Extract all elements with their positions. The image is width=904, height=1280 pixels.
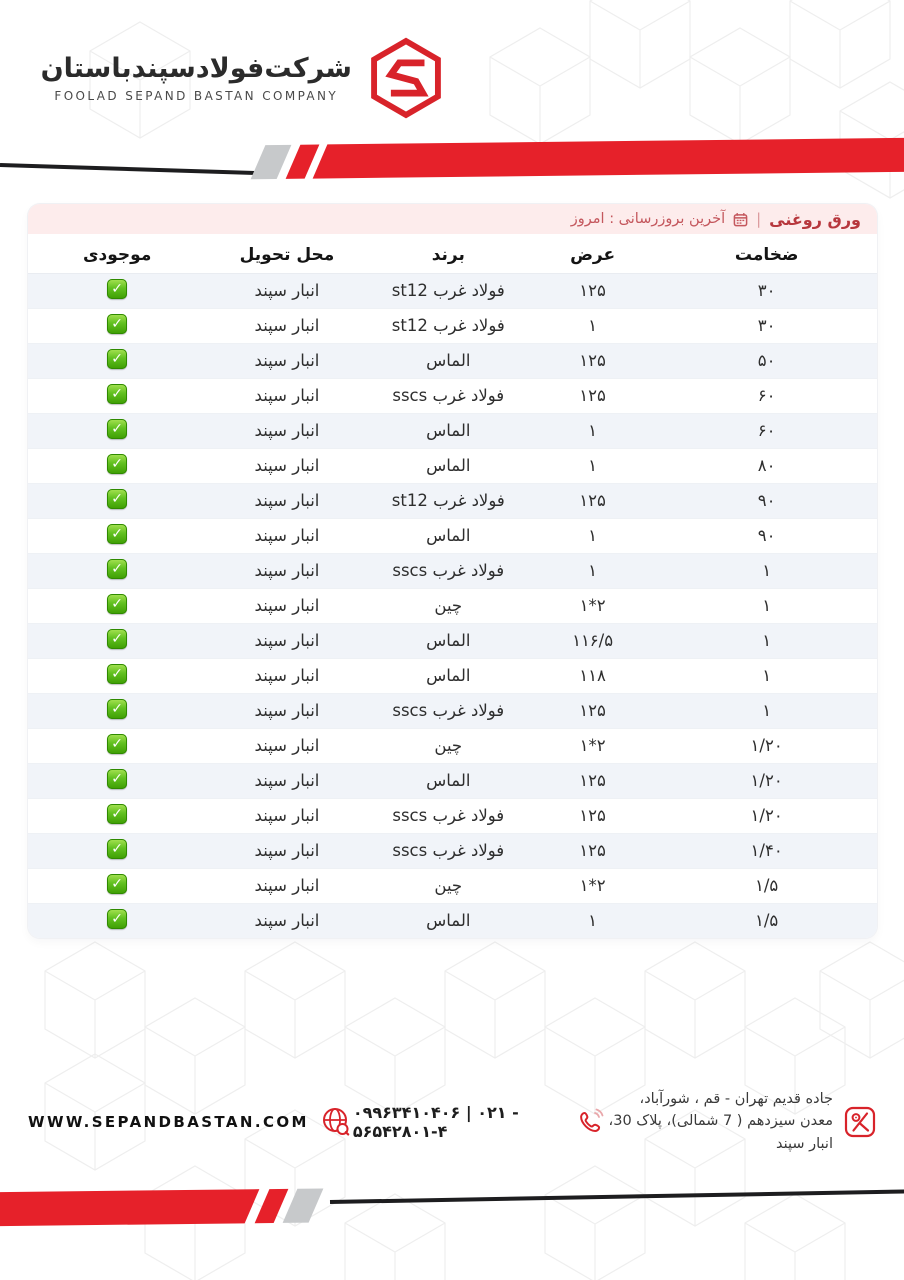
cell-thickness: ۱ [762, 701, 772, 720]
cell-stock [28, 413, 206, 448]
last-update-label: آخرین بروزرسانی : امروز [570, 211, 726, 227]
table-row [28, 378, 877, 413]
cell-thickness: ۱ [762, 666, 772, 685]
cell-stock [28, 343, 206, 378]
cell-stock [28, 763, 206, 798]
cell-delivery: انبار سپند [254, 701, 320, 720]
in-stock-check-icon [107, 839, 127, 859]
globe-search-icon [319, 1105, 353, 1139]
cell-thickness: ۱/۲۰ [750, 806, 783, 825]
top-banner-gray-stripe [251, 145, 292, 179]
title-divider: | [756, 210, 762, 228]
cell-thickness: ۳۰ [757, 316, 776, 335]
cell-thickness: ۸۰ [757, 456, 776, 475]
cell-stock [28, 273, 206, 308]
table-title: ورق روغنی [769, 209, 861, 229]
cell-thickness: ۶۰ [757, 421, 776, 440]
table-row [28, 273, 877, 308]
cell-thickness: ۱/۲۰ [750, 736, 783, 755]
map-location-icon [843, 1105, 877, 1139]
cell-delivery: انبار سپند [254, 841, 320, 860]
cell-delivery: انبار سپند [254, 596, 320, 615]
cell-delivery: انبار سپند [254, 631, 320, 650]
cell-brand: الماس [426, 631, 471, 650]
phone-block [353, 1103, 607, 1141]
cell-stock [28, 623, 206, 658]
top-banner-red-bar [313, 137, 904, 178]
cell-thickness: ۱ [762, 561, 772, 580]
cell-stock [28, 553, 206, 588]
top-banner [0, 142, 904, 178]
table-row [28, 588, 877, 623]
cell-thickness: ۹۰ [757, 491, 776, 510]
company-logo [40, 36, 448, 120]
bottom-banner-red-bar [0, 1189, 259, 1226]
cell-delivery: انبار سپند [254, 316, 320, 335]
cell-stock [28, 693, 206, 728]
cell-stock [28, 448, 206, 483]
table-row [28, 658, 877, 693]
cell-delivery: انبار سپند [254, 281, 320, 300]
column-header-brand: برند [368, 237, 529, 273]
table-row [28, 448, 877, 483]
column-header-thickness: ضخامت [656, 237, 877, 273]
cell-width: ۱ [588, 911, 598, 931]
table-row [28, 903, 877, 938]
cell-stock [28, 903, 206, 938]
cell-width: ۱ [588, 421, 598, 440]
cell-width: ۱۱۸ [579, 666, 606, 685]
in-stock-check-icon [107, 874, 127, 894]
cell-delivery: انبار سپند [254, 456, 320, 475]
cell-brand: فولاد غرب st12 [391, 281, 505, 300]
in-stock-check-icon [107, 279, 127, 299]
phone-numbers: ۰۹۹۶۳۴۱۰۴۰۶ | ۰۲۱ - ۵۶۵۴۲۸۰۱-۴ [352, 1102, 519, 1141]
cell-delivery: انبار سپند [254, 806, 320, 825]
calendar-icon [733, 212, 748, 227]
company-name-block [41, 53, 352, 103]
cell-thickness: ۱/۵ [754, 911, 779, 931]
cell-brand: الماس [426, 771, 471, 790]
address-text [607, 1088, 833, 1155]
contact-footer [28, 1088, 877, 1155]
address-line-1: جاده قدیم تهران - قم ، شورآباد، [639, 1091, 833, 1107]
cell-delivery: انبار سپند [254, 736, 320, 755]
cell-brand: الماس [426, 526, 471, 545]
table-title-bar [28, 204, 877, 237]
table-row [28, 483, 877, 518]
column-header-width: عرض [529, 237, 656, 273]
cell-width: ۱ [588, 561, 598, 580]
cell-brand: فولاد غرب sscs [392, 701, 505, 720]
price-table-card [28, 204, 877, 938]
cell-brand: فولاد غرب sscs [392, 561, 505, 580]
in-stock-check-icon [107, 909, 127, 929]
table-row [28, 868, 877, 903]
cell-stock [28, 833, 206, 868]
cell-brand: چین [434, 596, 463, 615]
cell-brand: چین [434, 876, 463, 895]
cell-width: ۱ [588, 456, 598, 475]
cell-thickness: ۱/۲۰ [750, 771, 783, 790]
cell-width: ۱۲۵ [579, 386, 606, 405]
cell-thickness: ۳۰ [757, 281, 776, 300]
in-stock-check-icon [107, 699, 127, 719]
cell-stock [28, 658, 206, 693]
cell-stock [28, 588, 206, 623]
cell-width: ۱۲۵ [579, 701, 606, 720]
cell-width: ۱*۲ [579, 596, 606, 615]
cell-brand: فولاد غرب sscs [392, 386, 505, 405]
cell-brand: چین [434, 736, 463, 755]
cell-delivery: انبار سپند [254, 876, 320, 895]
table-row [28, 623, 877, 658]
phone-icon [573, 1105, 607, 1139]
cell-delivery: انبار سپند [254, 561, 320, 580]
cell-width: ۱۲۵ [579, 281, 606, 300]
table-row [28, 413, 877, 448]
cell-brand: الماس [426, 421, 471, 440]
in-stock-check-icon [107, 769, 127, 789]
in-stock-check-icon [107, 594, 127, 614]
cell-thickness: ۶۰ [757, 386, 776, 405]
cell-width: ۱۲۵ [579, 806, 606, 825]
company-name-farsi: شرکت‌فولادسپندباستان [40, 53, 352, 84]
in-stock-check-icon [107, 559, 127, 579]
products-table [28, 237, 877, 938]
in-stock-check-icon [107, 489, 127, 509]
cell-delivery: انبار سپند [254, 351, 320, 370]
company-name-english: FOOLAD SEPAND BASTAN COMPANY [54, 89, 339, 103]
cell-thickness: ۱ [762, 631, 772, 650]
cell-width: ۱*۲ [579, 876, 606, 895]
cell-thickness: ۹۰ [757, 526, 776, 545]
cell-delivery: انبار سپند [254, 491, 320, 510]
cell-width: ۱ [588, 316, 598, 335]
cell-stock [28, 308, 206, 343]
in-stock-check-icon [107, 384, 127, 404]
cell-delivery: انبار سپند [254, 666, 320, 685]
cell-brand: الماس [426, 456, 471, 475]
address-block [607, 1088, 877, 1155]
cell-width: ۱۲۵ [579, 491, 606, 510]
table-row [28, 553, 877, 588]
cell-width: ۱ [588, 526, 598, 545]
cell-width: ۱۲۵ [579, 841, 606, 860]
table-row [28, 728, 877, 763]
in-stock-check-icon [107, 664, 127, 684]
company-logo-icon [364, 36, 448, 120]
cell-brand: فولاد غرب st12 [391, 491, 505, 510]
cell-stock [28, 378, 206, 413]
in-stock-check-icon [107, 734, 127, 754]
cell-brand: الماس [426, 351, 471, 370]
cell-thickness: ۱/۵ [754, 876, 779, 895]
cell-stock [28, 728, 206, 763]
table-row [28, 308, 877, 343]
address-line-2: معدن سیزدهم ( 7 شمالی)، پلاک 30، انبار سپند [608, 1113, 833, 1152]
in-stock-check-icon [107, 629, 127, 649]
table-row [28, 763, 877, 798]
cell-brand: الماس [426, 911, 471, 931]
cell-delivery: انبار سپند [254, 526, 320, 545]
cell-width: ۱۲۵ [579, 351, 606, 370]
cell-thickness: ۱/۴۰ [750, 841, 783, 860]
table-row [28, 833, 877, 868]
cell-stock [28, 518, 206, 553]
bottom-banner [0, 1186, 904, 1222]
in-stock-check-icon [107, 349, 127, 369]
cell-stock [28, 798, 206, 833]
in-stock-check-icon [107, 804, 127, 824]
in-stock-check-icon [107, 454, 127, 474]
column-header-stock: موجودی [28, 237, 206, 273]
table-header-row [28, 237, 877, 273]
website-block [28, 1105, 353, 1139]
cell-thickness: ۵۰ [757, 351, 776, 370]
in-stock-check-icon [107, 419, 127, 439]
cell-stock [28, 868, 206, 903]
cell-delivery: انبار سپند [254, 421, 320, 440]
table-row [28, 343, 877, 378]
bottom-banner-gray-stripe [283, 1188, 324, 1222]
cell-width: ۱۲۵ [579, 771, 606, 790]
cell-delivery: انبار سپند [254, 911, 320, 931]
table-row [28, 518, 877, 553]
cell-thickness: ۱ [762, 596, 772, 615]
in-stock-check-icon [107, 524, 127, 544]
table-row [28, 693, 877, 728]
table-row [28, 798, 877, 833]
website-url: WWW.SEPANDBASTAN.COM [28, 1112, 309, 1131]
cell-width: ۱*۲ [579, 736, 606, 755]
cell-stock [28, 483, 206, 518]
in-stock-check-icon [107, 314, 127, 334]
cell-width: ۱۱۶/۵ [572, 631, 614, 650]
column-header-delivery: محل تحویل [206, 237, 367, 273]
cell-brand: فولاد غرب sscs [392, 806, 505, 825]
cell-delivery: انبار سپند [254, 386, 320, 405]
cell-brand: فولاد غرب sscs [392, 841, 505, 860]
cell-delivery: انبار سپند [254, 771, 320, 790]
cell-brand: الماس [426, 666, 471, 685]
cell-brand: فولاد غرب st12 [391, 316, 505, 335]
